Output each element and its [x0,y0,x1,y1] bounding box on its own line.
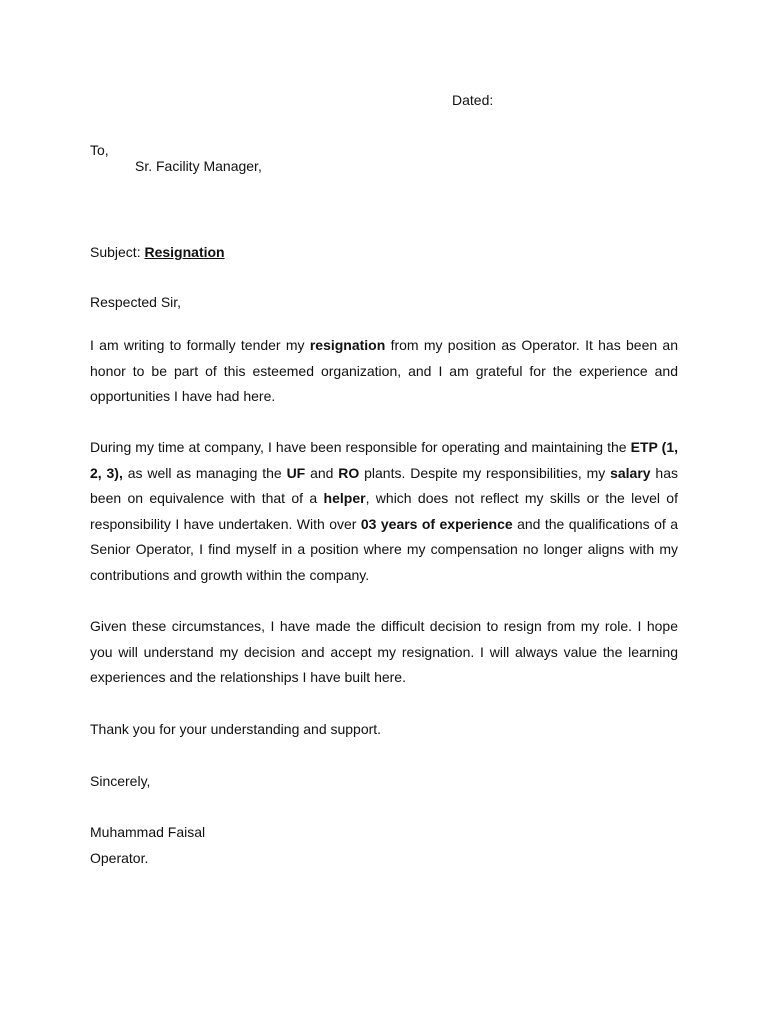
p2-bold-helper: helper [323,490,366,507]
signature-role: Operator. [90,850,149,866]
p1-bold-resignation: resignation [309,337,386,353]
p2-text-1: During my time at company, I have been responsible for operating and maintaining the [90,439,631,455]
p2-bold-salary: salary [610,464,651,481]
p2-bold-experience: 03 years of experience [360,515,513,532]
subject-line [90,243,225,261]
p2-bold-etp: ETP (1, 2, 3), [90,439,678,481]
dated-label: Dated: [452,92,494,108]
p2-text-5: has been on equivalence with that of a [90,464,678,507]
signature-name: Muhammad Faisal [90,824,206,840]
paragraph-2 [90,435,678,589]
p1-text-1: I am writing to formally tender my [90,337,310,353]
paragraph-1 [90,333,678,410]
to-label: To, [90,142,109,158]
p1-text-2: from my position as Operator. It has been an honor to be part of this esteemed organization, and I am grateful for the experience and opportunities I have had here. [90,337,678,405]
p2-text-7: and the qualifications of a Senior Operator, I find myself in a position where my compensation no longer aligns with my contributions and growth within the company. [90,515,678,583]
recipient-title: Sr. Facility Manager, [135,158,262,174]
p2-bold-uf: UF [286,464,306,481]
paragraph-4: Thank you for your understanding and support. [90,721,382,737]
p2-text-6: , which does not reflect my skills or the level of responsibility I have undertaken. With over [90,490,678,532]
subject-value: Resignation [144,244,225,260]
p2-bold-ro: RO [338,464,360,481]
p2-text-2: as well as managing the [122,464,287,481]
salutation: Respected Sir, [90,294,182,310]
subject-label: Subject: [90,244,141,260]
p2-text-4: plants. Despite my responsibilities, my [359,464,611,481]
paragraph-3: Given these circumstances, I have made the difficult decision to resign from my role. I hope you will understand my decision and accept my resignation. I will always value the learning experiences and the relationships I have built here. [90,618,678,686]
closing: Sincerely, [90,773,151,789]
p2-text-3: and [305,464,339,481]
